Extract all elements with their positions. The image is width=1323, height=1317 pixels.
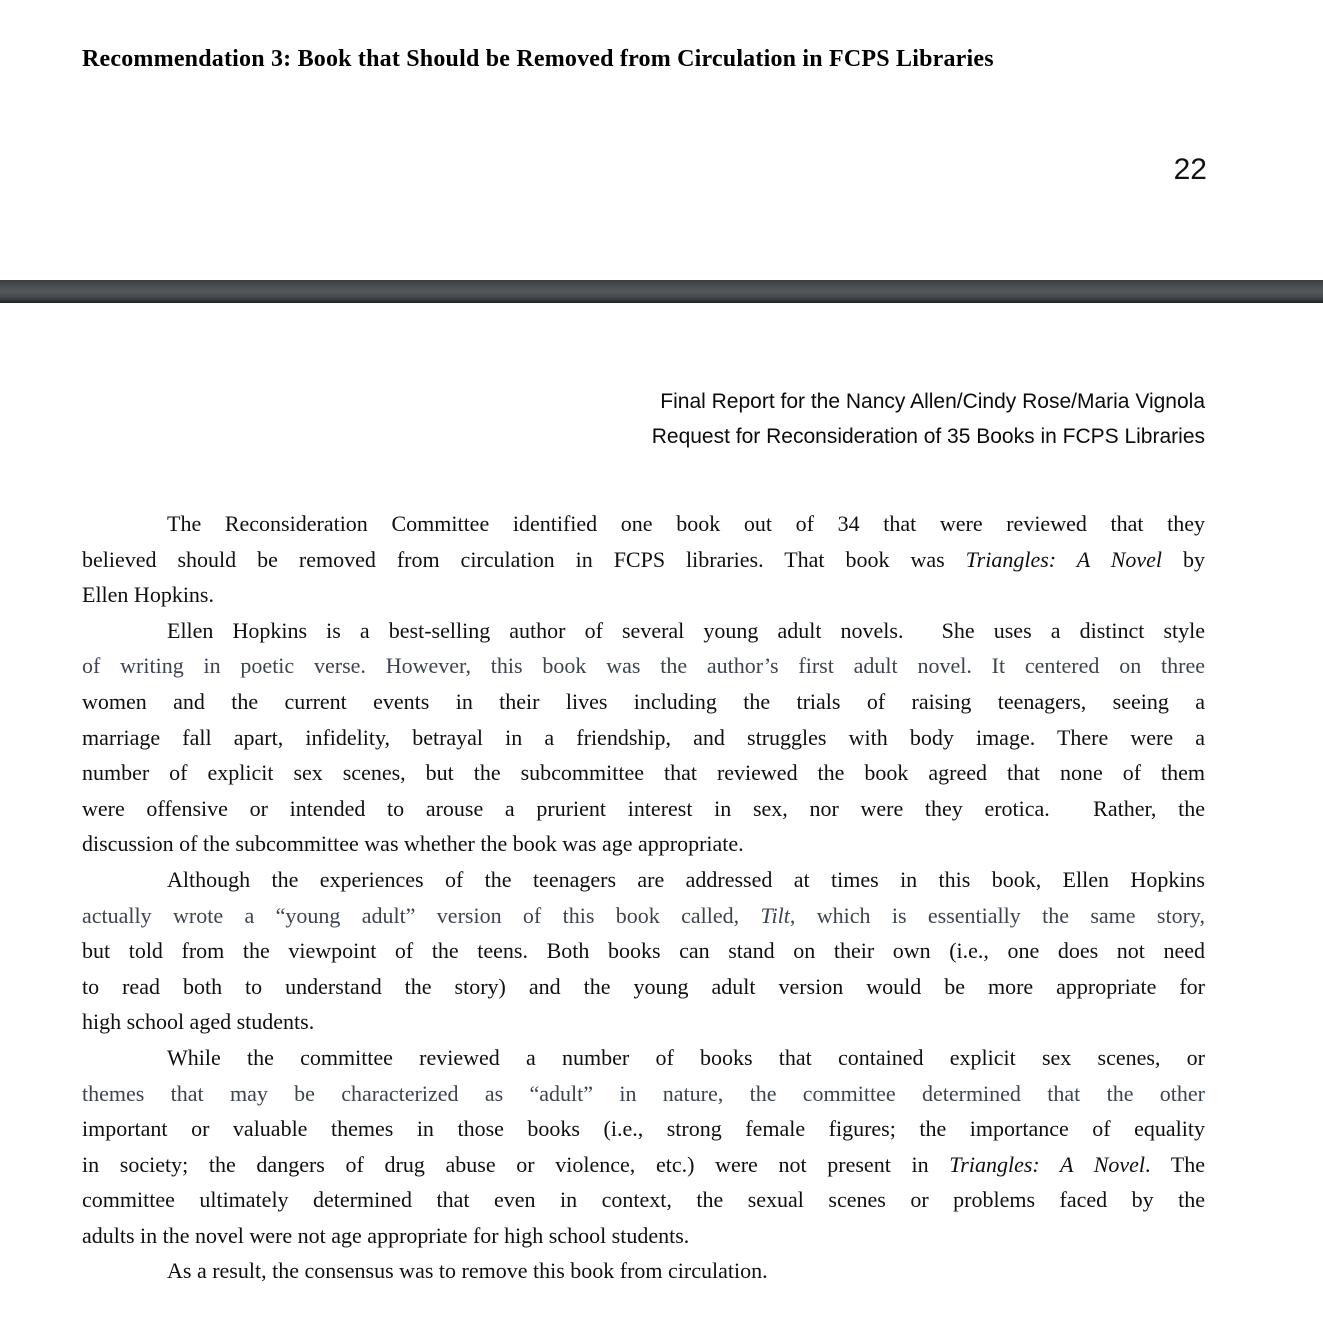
text-line: [82, 826, 1205, 862]
text-line: [82, 1218, 1205, 1254]
text-line: [82, 969, 1205, 1005]
text-span: high school aged students.: [82, 1009, 315, 1035]
text-line: [82, 1111, 1205, 1147]
text-span: . The: [1145, 1151, 1206, 1177]
text-span: themes that may be characterized as “adult” in nature, the committee determined that the other: [82, 1080, 1205, 1106]
text-line: [82, 613, 1205, 649]
text-span: to read both to understand the story) and the young adult version would be more appropriate for: [82, 973, 1205, 999]
paragraph: [82, 862, 1205, 1040]
italic-book-title: Tilt: [760, 902, 790, 928]
text-span: The Reconsideration Committee identified one book out of 34 that were reviewed that they: [167, 511, 1205, 536]
text-line: [82, 1182, 1205, 1218]
text-span: Ellen Hopkins.: [82, 582, 214, 608]
text-span: by: [1162, 546, 1206, 572]
report-header: [652, 384, 1205, 454]
text-line: [82, 1253, 1205, 1289]
text-line: [82, 577, 1205, 613]
text-span: marriage fall apart, infidelity, betrayal in a friendship, and struggles with body image. There were a: [82, 724, 1205, 750]
text-line: [82, 791, 1205, 827]
text-span: in society; the dangers of drug abuse or violence, etc.) were not present in: [82, 1151, 950, 1177]
text-line: [82, 648, 1205, 684]
italic-book-title: Triangles: A Novel: [949, 1151, 1146, 1177]
text-span: believed should be removed from circulation in FCPS libraries. That book was: [82, 546, 966, 572]
text-span: committee ultimately determined that even in context, the sexual scenes or problems faced by the: [82, 1187, 1205, 1213]
text-line: [82, 1076, 1205, 1112]
page-number: 22: [1173, 153, 1207, 186]
text-span: actually wrote a “young adult” version of this book called,: [82, 902, 761, 928]
paragraph: [82, 1253, 1205, 1289]
report-header-line: Final Report for the Nancy Allen/Cindy Rose/Maria Vignola: [660, 390, 1205, 413]
text-line: [82, 898, 1205, 934]
text-span: While the committee reviewed a number of books that contained explicit sex scenes, or: [167, 1044, 1205, 1070]
paragraph: [82, 613, 1205, 862]
text-line: [82, 1040, 1205, 1076]
text-span: discussion of the subcommittee was whether the book was age appropriate.: [82, 831, 744, 857]
text-line: [82, 755, 1205, 791]
body-text: [82, 506, 1205, 1289]
text-span: important or valuable themes in those books (i.e., strong female figures; the importance of equality: [82, 1116, 1205, 1142]
text-line: [82, 506, 1205, 542]
text-line: [82, 542, 1205, 578]
italic-book-title: Triangles: A Novel: [965, 546, 1163, 572]
text-span: number of explicit sex scenes, but the subcommittee that reviewed the book agreed that none of them: [82, 760, 1205, 786]
text-span: women and the current events in their lives including the trials of raising teenagers, seeing a: [82, 688, 1205, 714]
text-span: were offensive or intended to arouse a prurient interest in sex, nor were they erotica. Rather, the: [82, 795, 1205, 821]
text-line: [82, 1147, 1205, 1183]
text-line: [82, 933, 1205, 969]
text-span: As a result, the consensus was to remove this book from circulation.: [167, 1258, 768, 1284]
text-span: adults in the novel were not age appropriate for high school students.: [82, 1222, 690, 1248]
page-separator-bar: [0, 280, 1323, 303]
text-span: , which is essentially the same story,: [789, 902, 1205, 928]
text-span: but told from the viewpoint of the teens. Both books can stand on their own (i.e., one does not need: [82, 938, 1205, 964]
text-span: Although the experiences of the teenagers are addressed at times in this book, Ellen Hopkins: [167, 866, 1205, 892]
text-line: [82, 1004, 1205, 1040]
text-span: of writing in poetic verse. However, this book was the author’s first adult novel. It centered on three: [82, 653, 1205, 679]
section-heading: Recommendation 3: Book that Should be Removed from Circulation in FCPS Libraries: [82, 46, 994, 72]
text-span: Ellen Hopkins is a best-selling author of several young adult novels. She uses a distinct style: [167, 617, 1205, 643]
paragraph: [82, 506, 1205, 613]
report-header-line: Request for Reconsideration of 35 Books in FCPS Libraries: [651, 425, 1205, 448]
paragraph: [82, 1040, 1205, 1254]
text-line: [82, 862, 1205, 898]
text-line: [82, 720, 1205, 756]
text-line: [82, 684, 1205, 720]
